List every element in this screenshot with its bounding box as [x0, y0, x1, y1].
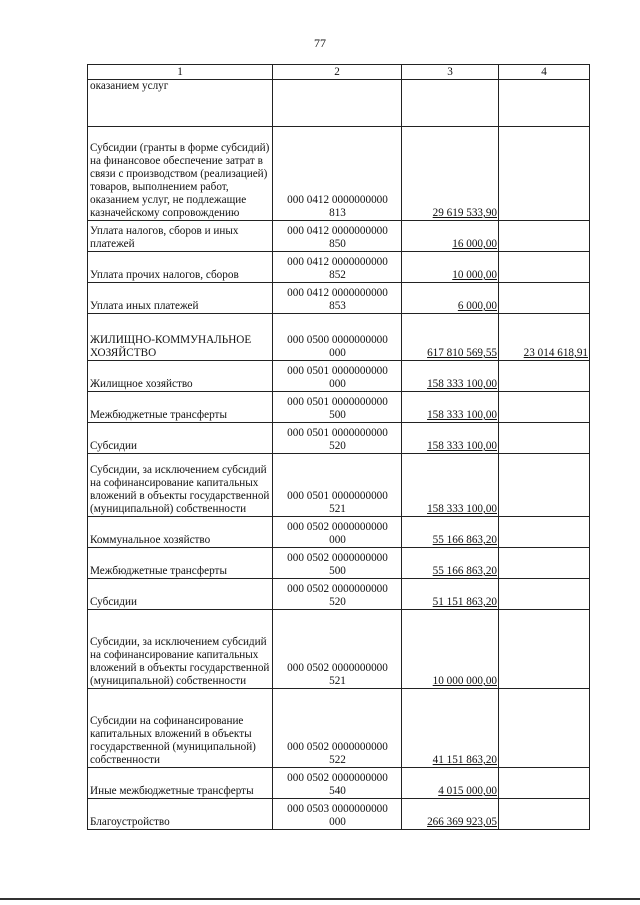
row-extra-amount-cell	[499, 127, 590, 221]
row-amount-cell: 6 000,00	[402, 283, 499, 314]
row-code-cell: 000 0412 0000000000 813	[273, 127, 402, 221]
row-amount-cell: 266 369 923,05	[402, 799, 499, 830]
table-row	[88, 610, 590, 689]
row-code-cell: 000 0501 0000000000 500	[273, 392, 402, 423]
table-row	[88, 517, 590, 548]
table-row	[88, 799, 590, 830]
row-extra-amount-cell	[499, 548, 590, 579]
row-extra-amount-cell	[499, 423, 590, 454]
table-row	[88, 221, 590, 252]
row-amount-cell: 158 333 100,00	[402, 423, 499, 454]
table-row	[88, 454, 590, 517]
table-row	[88, 361, 590, 392]
row-code-cell: 000 0502 0000000000 540	[273, 768, 402, 799]
column-header-4: 4	[499, 65, 590, 80]
table-row	[88, 423, 590, 454]
budget-table	[87, 64, 590, 830]
row-name-cell: Субсидии	[88, 579, 273, 610]
row-name-cell: Субсидии, за исключением субсидий на софинансирование капитальных вложений в объекты государственной (муниципальной) собственности	[88, 454, 273, 517]
table-header-row	[88, 65, 590, 80]
table-row	[88, 392, 590, 423]
table-row	[88, 127, 590, 221]
page-bottom-border	[0, 898, 640, 900]
row-extra-amount-cell	[499, 689, 590, 768]
row-code-cell: 000 0502 0000000000 521	[273, 610, 402, 689]
row-amount-cell: 16 000,00	[402, 221, 499, 252]
row-amount-cell: 41 151 863,20	[402, 689, 499, 768]
table-row	[88, 548, 590, 579]
row-extra-amount-cell	[499, 454, 590, 517]
page-number: 77	[314, 36, 326, 50]
table-row	[88, 579, 590, 610]
table-body	[88, 80, 590, 830]
row-code-cell: 000 0412 0000000000 852	[273, 252, 402, 283]
row-code-cell: 000 0501 0000000000 520	[273, 423, 402, 454]
row-name-cell: Коммунальное хозяйство	[88, 517, 273, 548]
column-header-3: 3	[402, 65, 499, 80]
row-code-cell: 000 0501 0000000000 521	[273, 454, 402, 517]
row-amount-cell: 55 166 863,20	[402, 517, 499, 548]
row-code-cell: 000 0412 0000000000 853	[273, 283, 402, 314]
row-amount-cell: 10 000,00	[402, 252, 499, 283]
row-extra-amount-cell	[499, 768, 590, 799]
row-extra-amount-cell	[499, 610, 590, 689]
table-row	[88, 768, 590, 799]
table-row	[88, 252, 590, 283]
row-amount-cell: 158 333 100,00	[402, 454, 499, 517]
row-amount-cell: 617 810 569,55	[402, 314, 499, 361]
row-extra-amount-cell	[499, 579, 590, 610]
row-extra-amount-cell	[499, 517, 590, 548]
row-code-cell: 000 0502 0000000000 500	[273, 548, 402, 579]
row-code-cell: 000 0412 0000000000 850	[273, 221, 402, 252]
row-extra-amount-cell: 23 014 618,91	[499, 314, 590, 361]
row-name-cell: Уплата иных платежей	[88, 283, 273, 314]
row-name-cell: Субсидии	[88, 423, 273, 454]
table-row	[88, 689, 590, 768]
row-name-cell: оказанием услуг	[88, 80, 273, 127]
row-code-cell: 000 0502 0000000000 000	[273, 517, 402, 548]
row-extra-amount-cell	[499, 283, 590, 314]
row-name-cell: Субсидии на софинансирование капитальных вложений в объекты государственной (муниципальной) собственности	[88, 689, 273, 768]
row-amount-cell: 158 333 100,00	[402, 361, 499, 392]
row-amount-cell: 4 015 000,00	[402, 768, 499, 799]
row-code-cell: 000 0500 0000000000 000	[273, 314, 402, 361]
row-extra-amount-cell	[499, 80, 590, 127]
table-row	[88, 283, 590, 314]
row-name-cell: Межбюджетные трансферты	[88, 392, 273, 423]
row-name-cell: Уплата прочих налогов, сборов	[88, 252, 273, 283]
row-name-cell: Благоустройство	[88, 799, 273, 830]
row-name-cell: Межбюджетные трансферты	[88, 548, 273, 579]
row-amount-cell: 158 333 100,00	[402, 392, 499, 423]
row-amount-cell: 51 151 863,20	[402, 579, 499, 610]
row-extra-amount-cell	[499, 252, 590, 283]
row-name-cell: Уплата налогов, сборов и иных платежей	[88, 221, 273, 252]
row-code-cell: 000 0501 0000000000 000	[273, 361, 402, 392]
row-code-cell: 000 0502 0000000000 522	[273, 689, 402, 768]
row-name-cell: Иные межбюджетные трансферты	[88, 768, 273, 799]
row-amount-cell	[402, 80, 499, 127]
column-header-2: 2	[273, 65, 402, 80]
row-code-cell	[273, 80, 402, 127]
row-name-cell: ЖИЛИЩНО-КОММУНАЛЬНОЕ ХОЗЯЙСТВО	[88, 314, 273, 361]
column-header-1: 1	[88, 65, 273, 80]
row-name-cell: Жилищное хозяйство	[88, 361, 273, 392]
row-amount-cell: 29 619 533,90	[402, 127, 499, 221]
row-code-cell: 000 0503 0000000000 000	[273, 799, 402, 830]
row-extra-amount-cell	[499, 392, 590, 423]
row-extra-amount-cell	[499, 221, 590, 252]
row-extra-amount-cell	[499, 361, 590, 392]
table-row	[88, 80, 590, 127]
table-row	[88, 314, 590, 361]
row-amount-cell: 10 000 000,00	[402, 610, 499, 689]
row-extra-amount-cell	[499, 799, 590, 830]
row-name-cell: Субсидии (гранты в форме субсидий) на финансовое обеспечение затрат в связи с производством (реализацией) товаров, выполнением работ, оказанием услуг, не подлежащие казначейскому сопровождению	[88, 127, 273, 221]
row-code-cell: 000 0502 0000000000 520	[273, 579, 402, 610]
row-name-cell: Субсидии, за исключением субсидий на софинансирование капитальных вложений в объекты государственной (муниципальной) собственности	[88, 610, 273, 689]
row-amount-cell: 55 166 863,20	[402, 548, 499, 579]
